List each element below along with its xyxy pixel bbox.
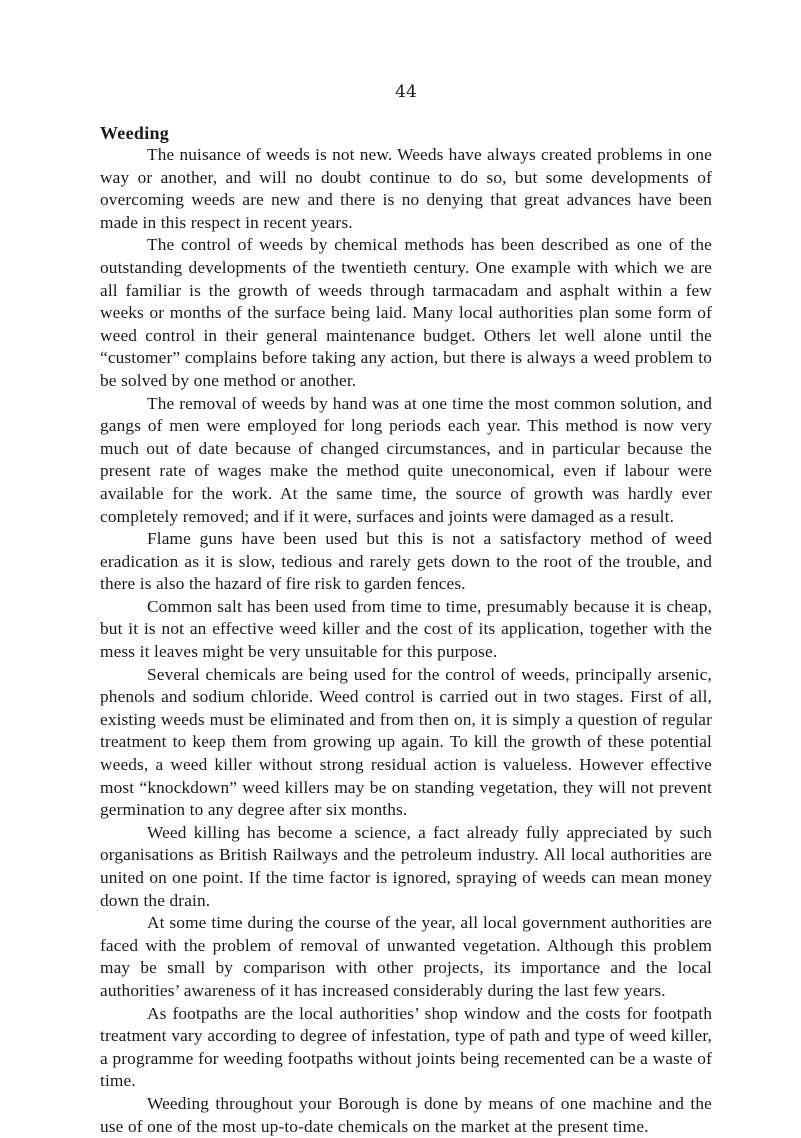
- document-page: [100, 82, 712, 1138]
- section-heading: Weeding: [100, 123, 170, 143]
- paragraph: The control of weeds by chemical methods has been described as one of the outstanding developments of the twentieth century. One example with which we are all familiar is the growth of weeds through tarmacadam and asphalt within a few weeks or months of the surface being laid. Many local authorities plan some form of weed control in their general maintenance budget. Others let well alone until the “customer” complains before taking any action, but there is always a weed problem to be solved by one method or another.: [100, 235, 712, 390]
- paragraph: The removal of weeds by hand was at one time the most common solution, and gangs of men were employed for long periods each year. This method is now very much out of date because of changed circumstances, and in particular because the present rate of wages make the method quite uneconomical, even if labour were available for the work. At the same time, the source of growth was hardly ever completely removed; and if it were, surfaces and joints were damaged as a result.: [100, 393, 712, 526]
- paragraph: As footpaths are the local authorities’ shop window and the costs for footpath treatment vary according to degree of infestation, type of path and type of weed killer, a programme for weeding footpaths without joints being recemented can be a waste of time.: [100, 1003, 712, 1091]
- paragraph: Several chemicals are being used for the control of weeds, principally arsenic, phenols and sodium chloride. Weed control is carried out in two stages. First of all, existing weeds must be eliminated and from then on, it is simply a question of regular treatment to keep them from growing up again. To kill the growth of these potential weeds, a weed killer without strong residual action is valueless. However effective most “knockdown” weed killers may be on standing vegetation, they will not prevent germination to any degree after six months.: [100, 664, 712, 820]
- paragraph: Weed killing has become a science, a fact already fully appreciated by such organisations as British Railways and the petroleum industry. All local authorities are united on one point. If the time factor is ignored, spraying of weeds can mean money down the drain.: [100, 822, 712, 910]
- paragraph: Common salt has been used from time to time, presumably because it is cheap, but it is not an effective weed killer and the cost of its application, together with the mess it leaves might be very unsuitable for this purpose.: [100, 596, 712, 662]
- page-number: 44: [395, 82, 417, 102]
- paragraph: Weeding throughout your Borough is done by means of one machine and the use of one of the most up-to-date chemicals on the market at the present time.: [100, 1093, 712, 1136]
- paragraph: The nuisance of weeds is not new. Weeds have always created problems in one way or another, and will no doubt continue to do so, but some developments of overcoming weeds are new and there is no denying that great advances have been made in this respect in recent years.: [100, 145, 712, 232]
- paragraph: At some time during the course of the year, all local government authorities are faced with the problem of removal of unwanted vegetation. Although this problem may be small by comparison with other projects, its importance and the local authorities’ awareness of it has increased considerably during the last few years.: [100, 913, 712, 1000]
- paragraph: Flame guns have been used but this is not a satisfactory method of weed eradication as it is slow, tedious and rarely gets down to the root of the trouble, and there is also the hazard of fire risk to garden fences.: [100, 529, 712, 594]
